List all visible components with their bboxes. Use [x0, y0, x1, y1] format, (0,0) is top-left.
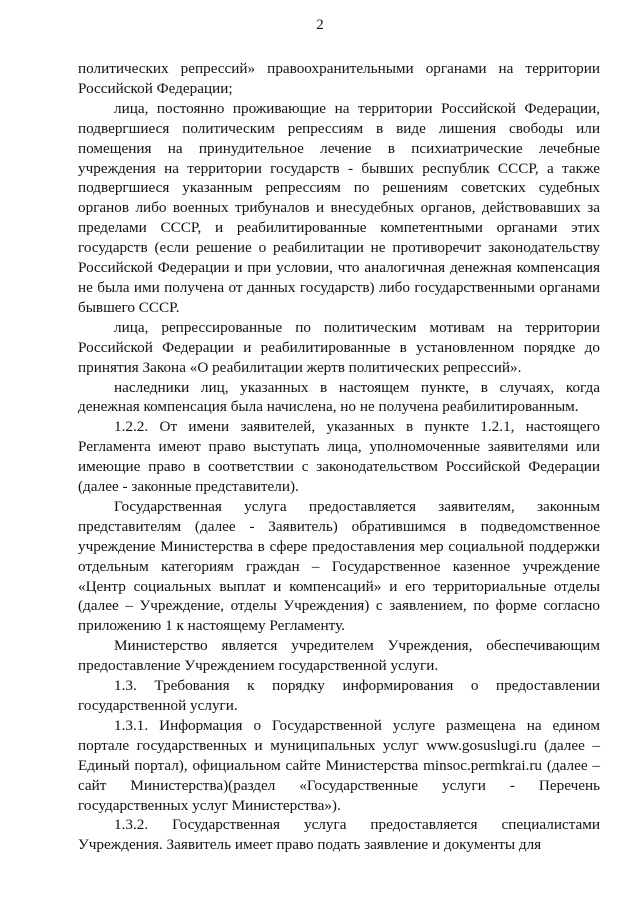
paragraph-continuation: политических репрессий» правоохранительными органами на территории Российской Федерации; — [78, 60, 600, 97]
paragraph-repressed-persons: лица, постоянно проживающие на территории Российской Федерации, подвергшиеся политическим репрессиям в виде лишения свободы или помещения на принудительное лечение в психиатрические лечебные учреждения на территории государств - бывших республик СССР, а также подвергшиеся указанным репрессиям по решениям советских судебных органов либо военных трибуналов и внесудебных органов, действовавших за пределами СССР, и реабилитированные компетентными органами этих государств (если решение о реабилитации не противоречит законодательству Российской Федерации и при условии, что аналогичная денежная компенсация не была ими получена от данных государств) либо государственными органами бывшего СССР. — [78, 99, 600, 316]
paragraph-1-3-2: 1.3.2. Государственная услуга предоставляется специалистами Учреждения. Заявитель имеет право подать заявление и документы для — [78, 816, 600, 854]
paragraph-1-2-2: 1.2.2. От имени заявителей, указанных в пункте 1.2.1, настоящего Регламента имеют право выступать лица, уполномоченные заявителями или имеющие право в соответствии с законодательством Российской Федерации (далее - законные представители). — [78, 418, 600, 496]
paragraph-repressed-political-motives: лица, репрессированные по политическим мотивам на территории Российской Федерации и реабилитированные в установленном порядке до принятия Закона «О реабилитации жертв политических репрессий». — [78, 318, 600, 376]
document-body — [78, 59, 600, 855]
paragraph-ministry-founder: Министерство является учредителем Учреждения, обеспечивающим предоставление Учреждением государственной услуги. — [78, 637, 600, 675]
paragraph-1-3: 1.3. Требования к порядку информирования о предоставлении государственной услуги. — [78, 677, 600, 714]
paragraph-heirs: наследники лиц, указанных в настоящем пункте, в случаях, когда денежная компенсация была начислена, но не получена реабилитированным. — [78, 378, 600, 416]
paragraph-service-provision: Государственная услуга предоставляется заявителям, законным представителям (далее - Заявитель) обратившимся в подведомственное учреждение Министерства в сфере предоставления мер социальной поддержки отдельным категориям граждан – Государственное казенное учреждение «Центр социальных выплат и компенсаций» и его территориальные отделы (далее – Учреждение, отделы Учреждения) с заявлением, по форме согласно приложению 1 к настоящему Регламенту. — [78, 497, 600, 635]
paragraph-1-3-1: 1.3.1. Информация о Государственной услуге размещена на едином портале государственных и муниципальных услуг www.gosuslugi.ru (далее – Единый портал), официальном сайте Министерства minsoc.permkrai.ru (далее – сайт Министерства)(раздел «Государственные услуги - Перечень государственных услуг Министерства»). — [78, 716, 600, 814]
page-number: 2 — [316, 17, 324, 33]
